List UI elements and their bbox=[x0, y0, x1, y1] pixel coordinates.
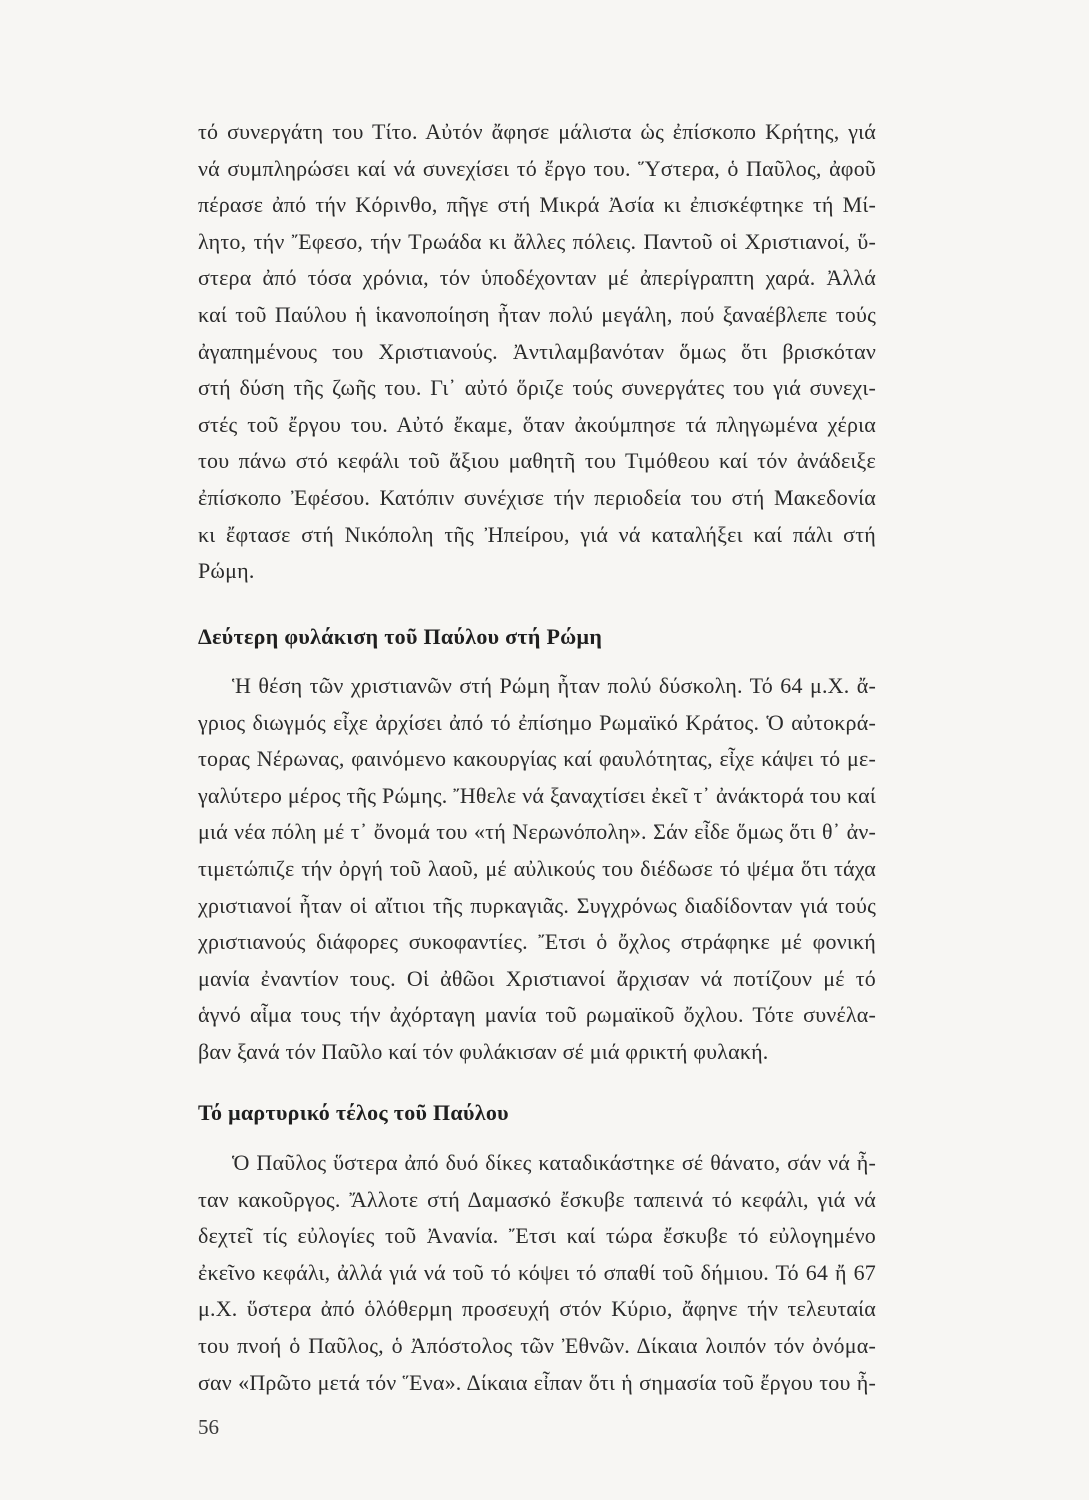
text-line: γαλύτερο μέρος τῆς Ρώμης. Ἤθελε νά ξαναχτίσει ἐκεῖ τ᾿ ἀνάκτορά του καί bbox=[198, 782, 876, 808]
text-line: ἀγαπημένους του Χριστιανούς. Ἀντιλαμβανόταν ὅμως ὅτι βρισκόταν bbox=[198, 338, 876, 364]
text-line: ἐκεῖνο κεφάλι, ἀλλά γιά νά τοῦ τό κόψει τό σπαθί τοῦ δήμιου. Τό 64 ἤ 67 bbox=[198, 1259, 876, 1285]
text-line: στερα ἀπό τόσα χρόνια, τόν ὑποδέχονταν μέ ἀπερίγραπτη χαρά. Ἀλλά bbox=[198, 265, 876, 291]
text-line: στές τοῦ ἔργου του. Αὐτό ἔκαμε, ὅταν ἀκούμπησε τά πληγωμένα χέρια bbox=[198, 411, 876, 437]
paragraph-martyrdom bbox=[198, 1145, 876, 1401]
text-line: βαν ξανά τόν Παῦλο καί τόν φυλάκισαν σέ μιά φρικτή φυλακή. bbox=[198, 1038, 769, 1064]
section-heading-second-imprisonment: Δεύτερη φυλάκιση τοῦ Παύλου στή Ρώμη bbox=[198, 624, 603, 649]
text-line: γριος διωγμός εἶχε ἀρχίσει ἀπό τό ἐπίσημο Ρωμαϊκό Κράτος. Ὁ αὐτοκρά- bbox=[198, 709, 876, 735]
text-line: τιμετώπιζε τήν ὀργή τοῦ λαοῦ, μέ αὐλικούς του διέδωσε τό ψέμα ὅτι τάχα bbox=[198, 855, 876, 881]
section-heading-martyrdom: Τό μαρτυρικό τέλος τοῦ Παύλου bbox=[198, 1100, 509, 1125]
text-line: τορας Νέρωνας, φαινόμενο κακουργίας καί φαυλότητας, εἶχε κάψει τό με- bbox=[198, 746, 876, 772]
text-line: Ὁ Παῦλος ὕστερα ἀπό δυό δίκες καταδικάστηκε σέ θάνατο, σάν νά ἦ- bbox=[232, 1150, 876, 1175]
text-line: μιά νέα πόλη μέ τ᾿ ὄνομά του «τή Νερωνόπολη». Σάν εἶδε ὅμως ὅτι θ᾿ ἀν- bbox=[198, 819, 876, 845]
text-line: μανία ἐναντίον τους. Οἱ ἀθῶοι Χριστιανοί ἄρχισαν νά ποτίζουν μέ τό bbox=[198, 965, 876, 991]
text-line: νά συμπληρώσει καί νά συνεχίσει τό ἔργο του. Ὕστερα, ὁ Παῦλος, ἀφοῦ bbox=[198, 155, 876, 181]
text-line: λητο, τήν Ἔφεσο, τήν Τρωάδα κι ἄλλες πόλεις. Παντοῦ οἱ Χριστιανοί, ὕ- bbox=[198, 228, 876, 254]
text-line: χριστιανοί ἦταν οἱ αἴτιοι τῆς πυρκαγιᾶς. Συγχρόνως διαδίδονταν γιά τούς bbox=[198, 892, 876, 918]
text-line: μ.Χ. ὕστερα ἀπό ὁλόθερμη προσευχή στόν Κύριο, ἄφηνε τήν τελευταία bbox=[198, 1296, 876, 1322]
paragraph-second-imprisonment bbox=[198, 668, 876, 1071]
text-line: ἐπίσκοπο Ἐφέσου. Κατόπιν συνέχισε τήν περιοδεία του στή Μακεδονία bbox=[198, 484, 876, 510]
text-line: του πάνω στό κεφάλι τοῦ ἄξιου μαθητῆ του Τιμόθεου καί τόν ἀνάδειξε bbox=[198, 448, 876, 474]
paragraph-paul-journeys bbox=[198, 114, 876, 590]
text-line: σαν «Πρῶτο μετά τόν Ἕνα». Δίκαια εἶπαν ὅτι ἡ σημασία τοῦ ἔργου του ἦ- bbox=[198, 1369, 876, 1395]
text-line: Ἡ θέση τῶν χριστιανῶν στή Ρώμη ἦταν πολύ δύσκολη. Τό 64 μ.Χ. ἄ- bbox=[232, 673, 876, 698]
page-number: 56 bbox=[198, 1415, 219, 1439]
text-line: Ρώμη. bbox=[198, 558, 255, 584]
text-line: τό συνεργάτη του Τίτο. Αὐτόν ἄφησε μάλιστα ὡς ἐπίσκοπο Κρήτης, γιά bbox=[198, 119, 876, 144]
text-line: χριστιανούς διάφορες συκοφαντίες. Ἔτσι ὁ ὄχλος στράφηκε μέ φονική bbox=[198, 929, 876, 955]
text-line: κι ἔφτασε στή Νικόπολη τῆς Ἠπείρου, γιά νά καταλήξει καί πάλι στή bbox=[198, 521, 876, 547]
text-line: του πνοή ὁ Παῦλος, ὁ Ἀπόστολος τῶν Ἐθνῶν. Δίκαια λοιπόν τόν ὀνόμα- bbox=[198, 1332, 876, 1358]
text-line: δεχτεῖ τίς εὐλογίες τοῦ Ἀνανία. Ἔτσι καί τώρα ἔσκυβε τό εὐλογημένο bbox=[198, 1223, 876, 1249]
text-line: καί τοῦ Παύλου ἡ ἱκανοποίηση ἦταν πολύ μεγάλη, πού ξαναέβλεπε τούς bbox=[198, 301, 876, 327]
text-line: ταν κακοῦργος. Ἄλλοτε στή Δαμασκό ἔσκυβε ταπεινά τό κεφάλι, γιά νά bbox=[198, 1186, 876, 1212]
text-line: πέρασε ἀπό τήν Κόρινθο, πῆγε στή Μικρά Ἀσία κι ἐπισκέφτηκε τή Μί- bbox=[198, 192, 876, 218]
text-line: στή δύση τῆς ζωῆς του. Γι᾿ αὐτό ὅριζε τούς συνεργάτες του γιά συνεχι- bbox=[198, 375, 876, 401]
text-line: ἁγνό αἷμα τους τήν ἀχόρταγη μανία τοῦ ρωμαϊκοῦ ὄχλου. Τότε συνέλα- bbox=[198, 1002, 876, 1028]
